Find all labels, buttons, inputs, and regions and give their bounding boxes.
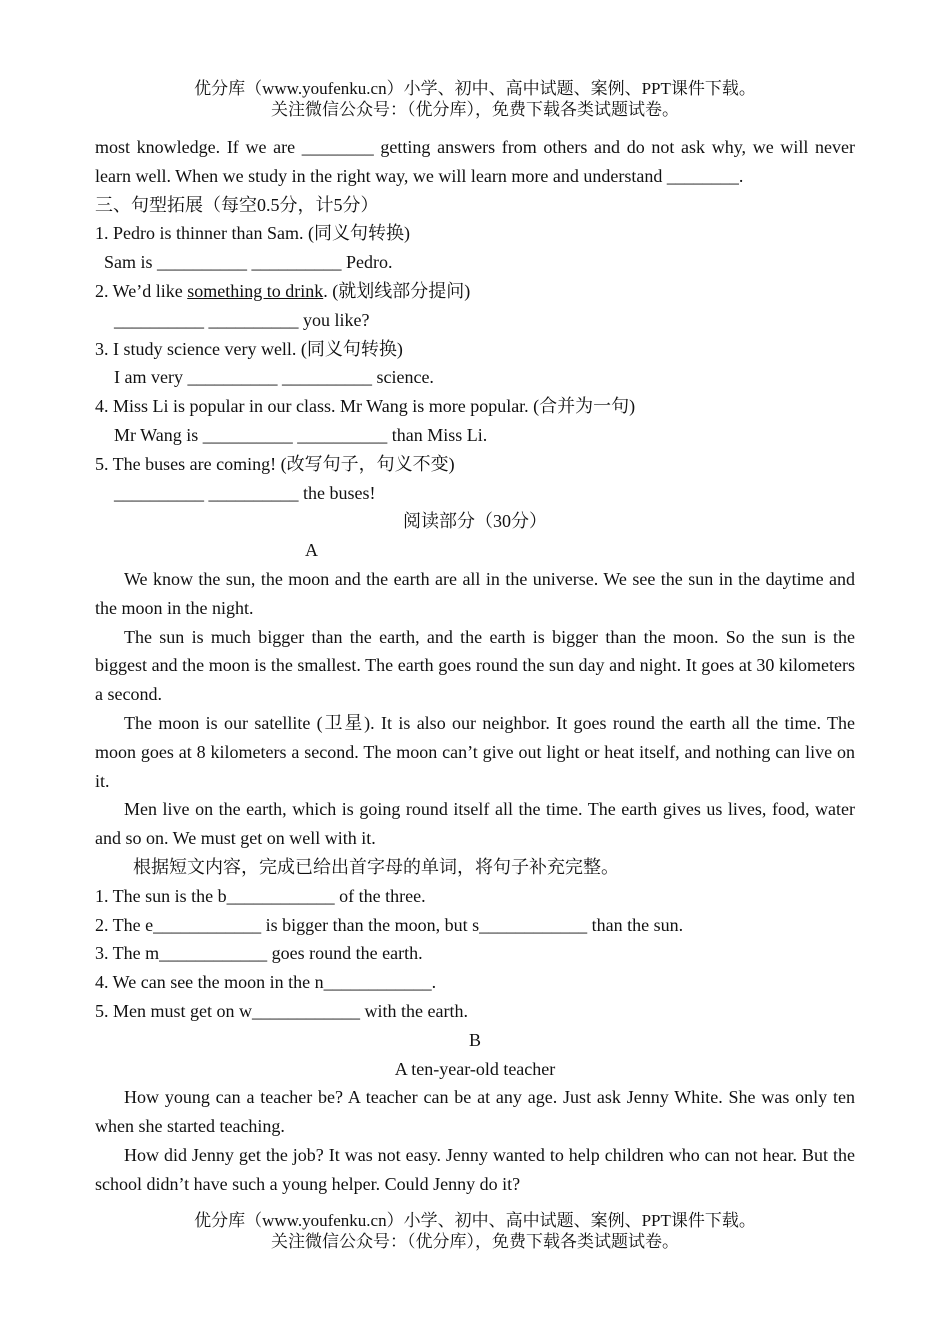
passage-a-paragraph: Men live on the earth, which is going round itself all the time. The earth gives us lives, food, water and so on. We must get on well with it.: [95, 799, 855, 849]
s3-q2-post: . (就划线部分提问): [323, 280, 471, 301]
page-header: [0, 78, 950, 120]
s3-a4: Mr Wang is __________ __________ than Miss Li.: [114, 424, 488, 445]
passage-a-label: A: [305, 540, 318, 561]
s3-q2-underlined: something to drink: [187, 280, 324, 301]
document-body: [95, 133, 855, 1198]
passage-a-question: 3. The m____________ goes round the earth.: [95, 943, 423, 964]
passage-a-paragraph: We know the sun, the moon and the earth are all in the universe. We see the sun in the daytime and the moon in the night.: [95, 568, 855, 618]
footer-line-1: 优分库（www.youfenku.cn）小学、初中、高中试题、案例、PPT课件下载。: [194, 1211, 756, 1230]
s3-a1: Sam is __________ __________ Pedro.: [104, 252, 393, 273]
page-footer: [0, 1210, 950, 1252]
s3-a2: __________ __________ you like?: [114, 309, 370, 330]
s3-a5: __________ __________ the buses!: [114, 482, 376, 503]
passage-a-paragraph: The sun is much bigger than the earth, and the earth is bigger than the moon. So the sun is the biggest and the moon is the smallest. The earth goes round the sun day and night. It goes at 30 kilometers a second.: [95, 626, 855, 705]
s3-q5: 5. The buses are coming! (改写句子，句义不变): [95, 453, 455, 474]
passage-b-paragraph: How did Jenny get the job? It was not easy. Jenny wanted to help children who can not hear. But the school didn’t have such a young helper. Could Jenny do it?: [95, 1144, 855, 1194]
s3-q4: 4. Miss Li is popular in our class. Mr Wang is more popular. (合并为一句): [95, 396, 636, 417]
header-line-1: 优分库（www.youfenku.cn）小学、初中、高中试题、案例、PPT课件下载。: [194, 79, 756, 98]
passage-a-question: 5. Men must get on w____________ with the earth.: [95, 1000, 468, 1021]
passage-a-question: 4. We can see the moon in the n____________.: [95, 972, 437, 993]
passage-a-instruction: 根据短文内容，完成已给出首字母的单词，将句子补充完整。: [133, 856, 619, 877]
s3-q2: [95, 277, 855, 306]
passage-b-title: A ten-year-old teacher: [394, 1058, 556, 1079]
intro-text: most knowledge. If we are ________ getting answers from others and do not ask why, we will never learn well. When we study in the right way, we will learn more and understand ________.: [95, 137, 855, 186]
s3-q3: 3. I study science very well. (同义句转换): [95, 338, 403, 359]
header-line-2: 关注微信公众号：（优分库），免费下载各类试题试卷。: [271, 100, 679, 119]
reading-title: 阅读部分（30分）: [403, 511, 547, 532]
passage-b-paragraph: How young can a teacher be? A teacher can be at any age. Just ask Jenny White. She was only ten when she started teaching.: [95, 1087, 855, 1137]
s3-q2-pre: 2. We’d like: [95, 280, 188, 301]
passage-a-paragraph: The moon is our satellite (卫星). It is also our neighbor. It goes round the earth all the time. The moon goes at 8 kilometers a second. The moon can’t give out light or heat itself, and nothing can live on it.: [95, 712, 855, 791]
s3-a3: I am very __________ __________ science.: [114, 367, 434, 388]
passage-b-label: B: [468, 1029, 481, 1050]
section3-title: 三、句型拓展（每空0.5分，计5分）: [95, 194, 379, 215]
footer-line-2: 关注微信公众号：（优分库），免费下载各类试题试卷。: [271, 1232, 679, 1251]
s3-q1: 1. Pedro is thinner than Sam. (同义句转换): [95, 223, 410, 244]
passage-a-question: 2. The e____________ is bigger than the moon, but s____________ than the sun.: [95, 914, 684, 935]
passage-a-question: 1. The sun is the b____________ of the three.: [95, 885, 426, 906]
